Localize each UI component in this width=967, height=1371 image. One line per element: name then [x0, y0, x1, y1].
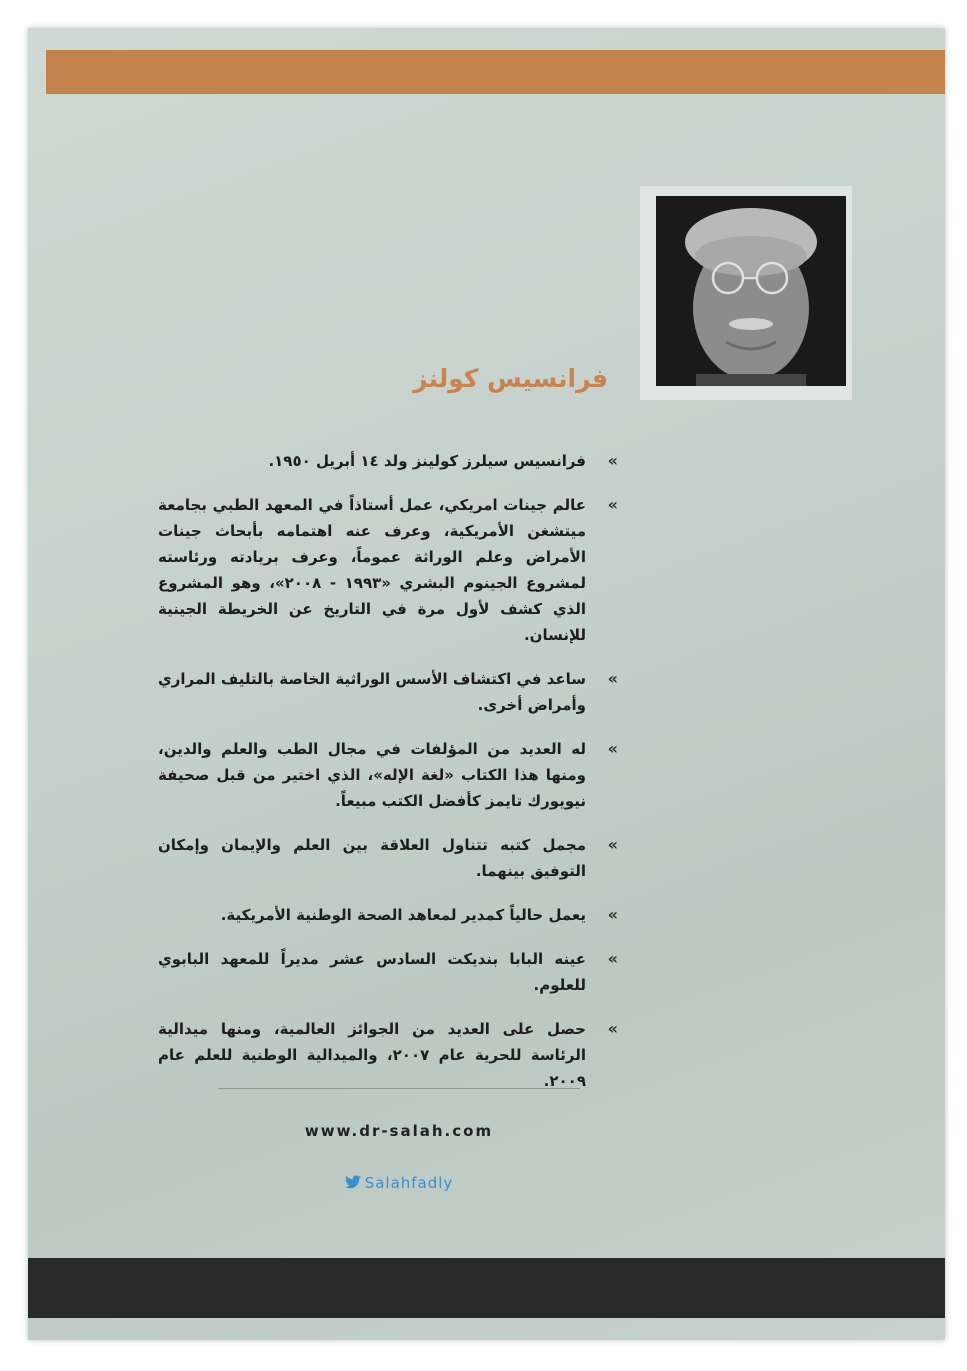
bio-item	[158, 832, 618, 884]
bio-item	[158, 736, 618, 814]
bullet-icon: »	[607, 1019, 618, 1038]
bullet-icon: »	[607, 669, 618, 688]
bottom-dark-stripe	[28, 1258, 945, 1318]
bullet-icon: »	[607, 905, 618, 924]
bio-text: له العديد من المؤلفات في مجال الطب والعلم والدين، ومنها هذا الكتاب «لغة الإله»، الذي اختير من قبل صحيفة نيويورك تايمز كأفضل الكتب مبيعاً.	[158, 740, 586, 810]
twitter-handle-text: Salahfadly	[364, 1174, 454, 1192]
author-bio	[158, 448, 618, 1112]
bio-text: عينه البابا بنديكت السادس عشر مديراً للمعهد البابوي للعلوم.	[158, 950, 586, 994]
twitter-handle[interactable]	[218, 1174, 580, 1193]
bullet-icon: »	[607, 739, 618, 758]
author-photo	[656, 196, 846, 386]
twitter-bird-icon	[345, 1175, 361, 1193]
author-name: فرانسيس كولنز	[413, 364, 608, 393]
footer-divider	[218, 1088, 580, 1089]
bio-text: يعمل حالياً كمدير لمعاهد الصحة الوطنية الأمريكية.	[220, 906, 586, 924]
bio-item	[158, 492, 618, 648]
bio-item	[158, 448, 618, 474]
bio-text: حصل على العديد من الجوائز العالمية، ومنها ميدالية الرئاسة للحرية عام ٢٠٠٧، والميدالية الوطنية للعلم عام ٢٠٠٩.	[158, 1020, 587, 1090]
book-back-cover	[28, 28, 945, 1340]
bullet-icon: »	[607, 495, 618, 514]
author-portrait-illustration	[656, 196, 846, 386]
bio-item	[158, 902, 618, 928]
bullet-icon: »	[607, 451, 618, 470]
bio-text: فرانسيس سيلرز كولينز ولد ١٤ أبريل ١٩٥٠.	[268, 452, 586, 470]
bio-text: عالم جينات امريكي، عمل أستاذاً في المعهد الطبي بجامعة ميتشغن الأمريكية، وعرف عنه اهتمامه بأبحاث جينات الأمراض وعلم الوراثة عموماً، وعرف بريادته ورئاسته لمشروع الجينوم البشري «١٩٩٣ - ٢٠٠٨»، وهو المشروع الذي كشف لأول مرة في التاريخ عن الخريطة الجينية للإنسان.	[158, 496, 586, 644]
top-orange-stripe	[46, 50, 945, 94]
bio-item	[158, 946, 618, 998]
bio-text: ساعد في اكتشاف الأسس الوراثية الخاصة بالتليف المراري وأمراض أخرى.	[158, 670, 586, 714]
bio-text: مجمل كتبه تتناول العلاقة بين العلم والإيمان وإمكان التوفيق بينهما.	[158, 836, 586, 880]
bullet-icon: »	[607, 835, 618, 854]
website-link[interactable]: www.dr-salah.com	[304, 1122, 494, 1140]
bio-item	[158, 666, 618, 718]
bio-item	[158, 1016, 618, 1094]
bullet-icon: »	[607, 949, 618, 968]
